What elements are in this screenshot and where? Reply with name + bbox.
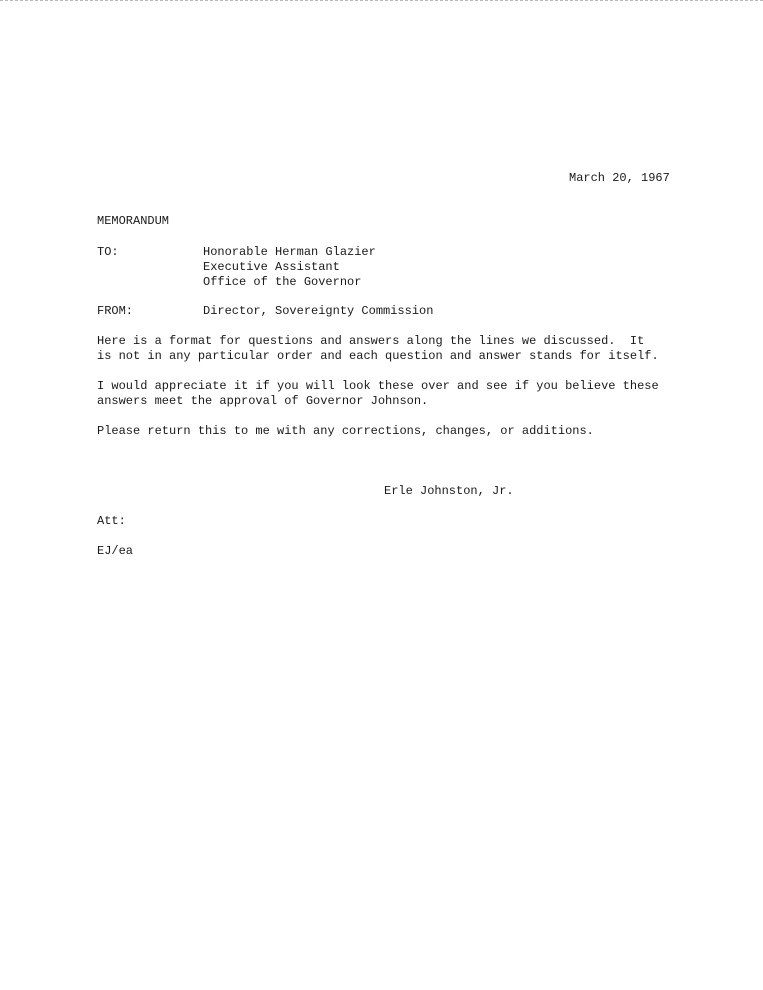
signature: Erle Johnston, Jr.: [384, 484, 514, 498]
paragraph-line: answers meet the approval of Governor Johnson.: [97, 394, 429, 408]
from-value: Director, Sovereignty Commission: [203, 304, 434, 318]
from-label: FROM:: [97, 304, 134, 318]
body-paragraph-1: [97, 334, 697, 364]
paragraph-line: I would appreciate it if you will look these over and see if you believe these: [97, 379, 659, 393]
to-recipient-block: [203, 245, 376, 290]
to-line: Honorable Herman Glazier: [203, 245, 376, 259]
paragraph-line: Please return this to me with any corrections, changes, or additions.: [97, 424, 594, 438]
memo-heading: MEMORANDUM: [97, 214, 170, 228]
paragraph-line: is not in any particular order and each question and answer stands for itself.: [97, 349, 659, 363]
memo-date: March 20, 1967: [569, 171, 670, 185]
to-label: TO:: [97, 245, 119, 259]
to-line: Office of the Governor: [203, 275, 362, 289]
paragraph-line: Here is a format for questions and answers along the lines we discussed. It: [97, 334, 645, 348]
page-top-edge: [0, 0, 763, 1]
to-line: Executive Assistant: [203, 260, 340, 274]
body-paragraph-3: [97, 424, 697, 439]
typist-initials: EJ/ea: [97, 544, 134, 558]
body-paragraph-2: [97, 379, 697, 409]
attachment-label: Att:: [97, 514, 126, 528]
